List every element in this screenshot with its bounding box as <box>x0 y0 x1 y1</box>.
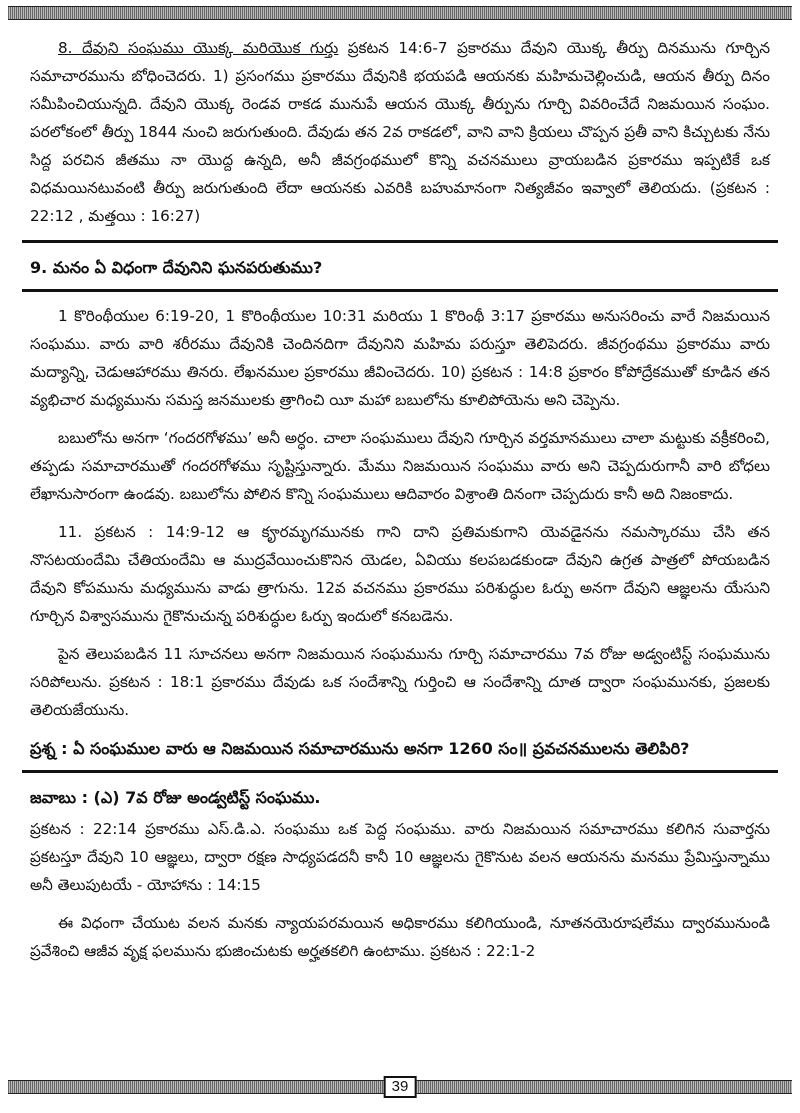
answer-heading: జవాబు : (ఎ) 7వ రోజు అండ్వటిస్ట్ సంఘము. <box>30 788 321 807</box>
point-8-paragraph <box>30 34 770 230</box>
section-divider <box>22 770 778 773</box>
point-9-paragraph-4: పైన తెలుపబడిన 11 సూచనలు అనగా నిజమయిన సంఘమును గూర్చి సమాచారము 7వ రోజు అడ్వంటిస్ట్ సంఘమును సరిపోలును. ప్రకటన : 18:1 ప్రకారము దేవుడు ఒక సందేశాన్ని గుర్తించి ఆ సందేశాన్ని దూత ద్వారా సంఘమునకు, ప్రజలకు తెలియజేయును. <box>30 645 770 719</box>
question-heading: ప్రశ్న : ఏ సంఘముల వారు ఆ నిజమయిన సమాచారమును అనగా 1260 సం॥ ప్రవచనములను తెలిపిరి? <box>30 739 690 758</box>
point-8-text: ప్రకటన 14:6-7 ప్రకారము దేవుని యొక్క తీర్పు దినమును గూర్చిన సమాచారమును బోధించెదరు. 1) ప్రసంగము ప్రకారము దేవునికి భయపడి ఆయనకు మహిమచెల్లించుడి, ఆయన తీర్పు దినం సమీపించియున్నది. దేవుని యొక్క రెండవ రాకడ మునుపే ఆయన యొక్క తీర్పును గూర్చి వివరించేదే నిజమయిన సంఘం. పరలోకంలో తీర్పు 1844 నుంచి జరుగుతుంది. దేవుడు తన 2వ రాకడలో, వాని వాని క్రియలు చొప్పన ప్రతీ వాని కిచ్చుటకు నేను సిద్ద పరచిన జీతము నా యొద్ద ఉన్నది, అనీ జీవగ్రంథములో కొన్ని వచనములు వ్రాయబడిన ప్రకారము ఇప్పటికే ఒక విధమయినటువంటి తీర్పు జరుగుతుంది లేదా ఆయనకు ఎవరికి బహుమానంగా నిత్యజీవం ఇవ్వాలో తెలియదు. (ప్రకటన : 22:12 , మత్తయి : 16:27) <box>30 39 771 225</box>
answer-paragraph-1: ప్రకటన : 22:14 ప్రకారము ఎస్.డి.ఎ. సంఘము ఒక పెద్ద సంఘము. వారు నిజమయిన సమాచారము కలిగిన సువార్తను ప్రకటస్తూ దేవుని 10 ఆజ్ఞలు, ద్వారా రక్షణ సాధ్యపడదనీ కానీ 10 ఆజ్ఞలను గైకొనుట వలన ఆయనను మనము ప్రేమిస్తున్నాము అనీ తెలుపుటయే - యోహాను : 14:15 <box>30 820 770 894</box>
page-content <box>30 34 770 975</box>
point-9-paragraph-1: 1 కొరింథీయుల 6:19-20, 1 కొరింథీయుల 10:31 మరియు 1 కొరింథీ 3:17 ప్రకారము అనుసరించు వారే నిజమయిన సంఘము. వారు వారి శరీరము దేవునికి చెందినదిగా దేవునిని మహిమ పరుస్తూ తెలిపెదరు. జీవగ్రంథము ప్రకారము వారు మద్యాన్ని, చెడుఆహారము తినరు. లేఖనముల ప్రకారము జీవించెదరు. 10) ప్రకటన : 14:8 ప్రకారం కోపోద్రేకముతో కూడిన తన వ్యభిచార మధ్యమును సమస్త జనములకు త్రాగించి యీ మహా బబులోను కూలిపోయెను అని చెప్పెను. <box>30 307 770 409</box>
section-divider <box>22 240 778 243</box>
page-number: 39 <box>384 1076 417 1098</box>
point-8-heading: 8. దేవుని సంఘము యొక్క మరియొక గుర్తు <box>58 39 339 57</box>
point-9-paragraph-2: బబులోను అనగా ‘గందరగోళము’ అనీ అర్ధం. చాలా సంఘములు దేవుని గూర్చిన వర్తమానములు చాలా మట్టుకు వక్రీకరించి, తప్పడు సమాచారముతో గందరగోళము సృష్టిస్తున్నారు. మేము నిజమయిన సంఘము వారు అని చెప్పదురుగానీ వారి బోధలు లేఖానుసారంగా ఉండవు. బబులోను పోలిన కొన్ని సంఘములు ఆదివారం విశ్రాంతి దినంగా చెప్పదురు కానీ అది నిజంకాదు. <box>30 429 770 503</box>
point-9-paragraph-3: 11. ప్రకటన : 14:9-12 ఆ కౄరమృగమునకు గాని దాని ప్రతిమకుగాని యెవడైనను నమస్కారము చేసి తన నొసటయందేమి చేతియందేమి ఆ ముద్రవేయించుకొనిన యెడల, ఏవియు కలపబడకుండా దేవుని ఉగ్రత పాత్రలో పోయబడిన దేవుని కోపమును మధ్యమును వాడు త్రాగును. 12వ వచనము ప్రకారము పరిశుద్ధుల ఓర్పు అనగా దేవుని ఆజ్ఞలను యేసుని గూర్చిన విశ్వాసమును గైకొనుచున్న పరిశుద్ధుల ఓర్పు ఇందులో కనబడెను. <box>30 523 770 625</box>
point-9-heading: 9. మనం ఏ విధంగా దేవునిని ఘనపరుతుము? <box>30 258 323 277</box>
top-decorative-band <box>8 6 792 20</box>
section-divider <box>22 289 778 292</box>
answer-paragraph-2: ఈ విధంగా చేయుట వలన మనకు న్యాయపరమయిన అధికారము కలిగియుండి, నూతనయెరూషలేము ద్వారమునుండి ప్రవేశించి ఆజీవ వృక్ష ఫలమును భుజించుటకు అర్హతకలిగి ఉంటాము. ప్రకటన : 22:1-2 <box>30 914 770 960</box>
